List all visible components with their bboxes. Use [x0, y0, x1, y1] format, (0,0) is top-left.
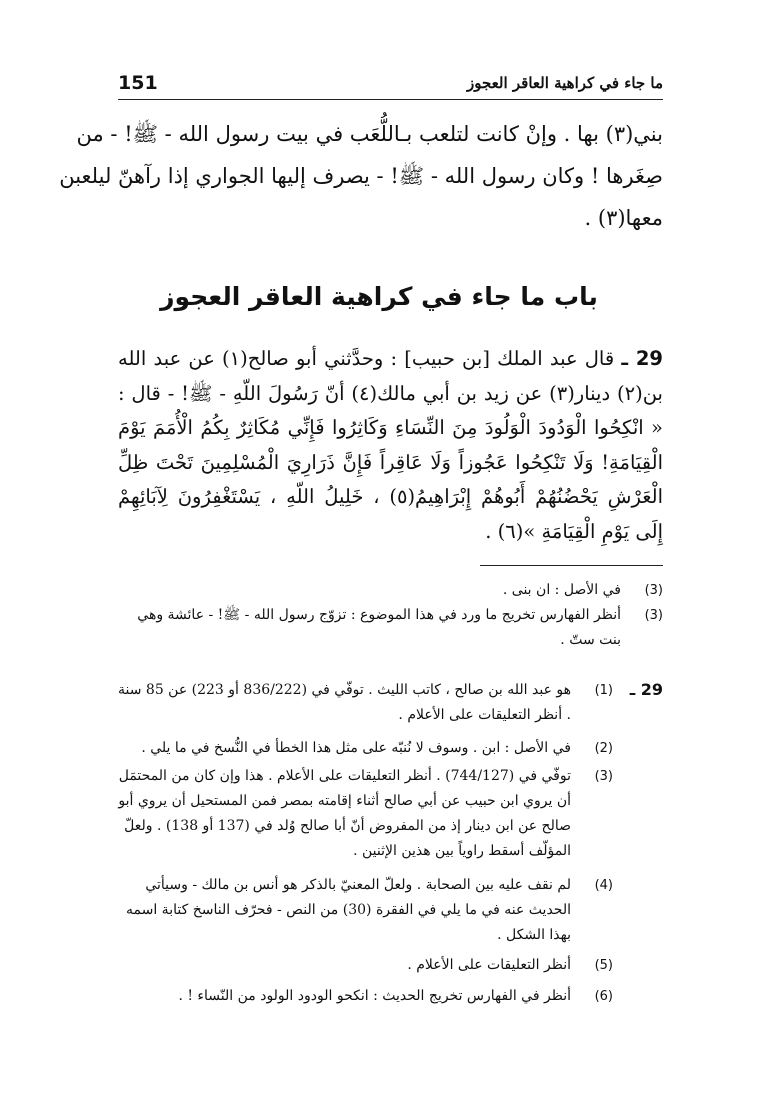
footnote-text: أنظر التعليقات على الأعلام . [407, 957, 571, 973]
footnote-3 [118, 764, 613, 864]
footnote-marker: (3) [644, 583, 663, 598]
footnote-divider [480, 565, 663, 566]
continuation-line-2: صِغَرها ! وكان رسول الله - ﷺ! - يصرف إليها الجواري إذا رآهنّ ليلعبن [59, 164, 663, 188]
footnote-text: لم نقف عليه بين الصحابة . ولعلّ المعنيّ بالذكر هو أنس بن مالك - وسيأتي الحديث عنه في ما يلي في الفقرة (30) من النص - فحرّف الناسخ كتابة اسمه بهذا الشكل . [126, 877, 571, 943]
hadith-text: قال عبد الملك [بن حبيب] : وحدَّثني أبو صالح(١) عن عبد الله بن(٢) دينار(٣) عن زيد بن أبي مالك(٤) أنّ رَسُولَ اللّهِ - ﷺ! - قال : « انْكِحُوا الْوَدُودَ الْوَلُودَ مِنَ النِّسَاءِ وَكَاثِرُوا فَإِنِّي مُكَاثِرٌ بِكُمُ الْأُمَمَ يَوْمَ الْقِيَامَةِ! وَلَا تَنْكِحُوا عَجُوزاً وَلَا عَاقِراً فَإِنَّ ذَرَارِيَ الْمُسْلِمِينَ تَحْتَ ظِلِّ الْعَرْشِ يَحْضُنُهُمْ أَبُوهُمْ إِبْرَاهِيمُ(٥) ، خَلِيلُ اللّهِ ، يَسْتَغْفِرُونَ لِآبَائِهِمْ إِلَى يَوْمِ الْقِيَامَةِ »(٦) . [118, 347, 663, 543]
footnote-marker: (6) [594, 989, 613, 1004]
hadith-number: 29 ـ [621, 347, 663, 370]
footnote-marker: (3) [644, 608, 663, 623]
footnote-group-label: 29 ـ [629, 680, 663, 699]
continuation-line-3: معها(٣) . [584, 206, 663, 230]
footnote-text: هو عبد الله بن صالح ، كاتب الليث . توفّي في (836/222 أو 223) عن 85 سنة . أنظر التعليقات على الأعلام . [117, 682, 571, 723]
footnote-4 [118, 873, 613, 948]
footnote-1 [118, 678, 613, 728]
footnote-marker: (4) [594, 878, 613, 893]
footnote-marker: (3) [594, 769, 613, 784]
chapter-title: باب ما جاء في كراهية العاقر العجوز [160, 282, 598, 311]
footnote-text: أنظر الفهارس تخريج ما ورد في هذا الموضوع : تزوّج رسول الله - ﷺ! - عائشة وهي بنت ستّ . [137, 607, 621, 648]
page-header [118, 72, 663, 102]
continuation-line-1: بني(٣) بها . وإنْ كانت لتلعب بـاللُّعَب في بيت رسول الله - ﷺ! - من [76, 122, 663, 146]
footnote-prev-2 [118, 603, 663, 653]
footnote-prev-1 [118, 578, 663, 603]
footnote-marker: (5) [594, 958, 613, 973]
footnote-text: أنظر في الفهارس تخريج الحديث : انكحو الودود الولود من النّساء ! . [178, 988, 571, 1004]
footnote-text: توفّي في (744/127) . أنظر التعليقات على الأعلام . هذا وإن كان من المحتمَل أن يروي ابن حبيب عن أبي صالح أثناء إقامته بمصر فمن المستحيل أن يروي أبو صالح عن ابن دينار إذ من المفروض أنّ أبا صالح وُلد في (137 أو 138) . ولعلّ المؤلّف أسقط راوياً بين هذين الإثنين . [118, 768, 571, 859]
footnote-5 [118, 953, 613, 978]
footnote-text: في الأصل : ابن . وسوف لا نُنبّه على مثل هذا الخطأ في النُّسخ في ما يلي . [141, 740, 571, 756]
footnote-marker: (1) [594, 683, 613, 698]
footnote-marker: (2) [594, 741, 613, 756]
footnote-text: في الأصل : ان بنى . [502, 582, 621, 598]
hadith-paragraph [118, 342, 663, 549]
page-number: 151 [118, 72, 158, 94]
footnote-2 [118, 736, 613, 761]
footnote-6 [118, 984, 613, 1009]
running-title: ما جاء في كراهية العاقر العجوز [467, 74, 663, 92]
header-rule [118, 99, 663, 100]
